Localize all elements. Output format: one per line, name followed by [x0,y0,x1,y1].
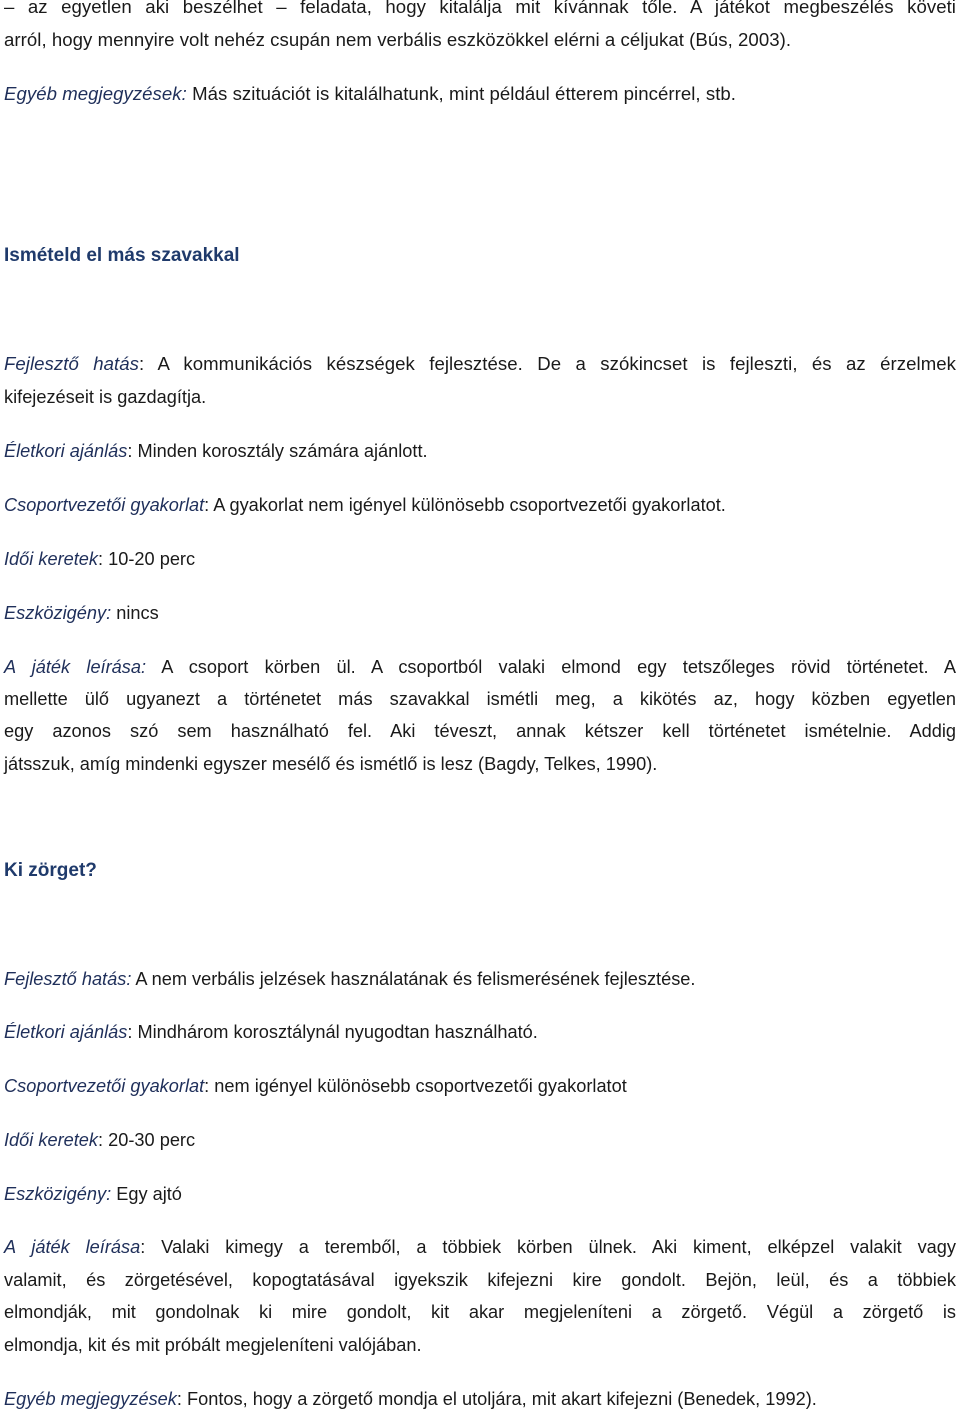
section-1-tools [4,597,956,629]
section-1-desc-text-3: egy azonos szó sem használható fel. Aki téveszt, annak kétszer kell történetet ismételnie. Addig [4,721,956,741]
section-2-desc-line-4 [4,1329,956,1361]
section-1-title: Ismételd el más szavakkal [4,245,240,266]
section-1-effect-text: : A kommunikációs készségek fejlesztése. De a szókincset is fejleszti, és az érzelmek [138,353,956,374]
top-note-text: Más szituációt is kitalálhatunk, mint például étterem pincérrel, stb. [186,83,737,104]
section-1-effect-line-1 [4,348,956,380]
section-2-age-text: : Mindhárom korosztálynál nyugodtan használható. [127,1022,538,1042]
section-2-age-label: Életkori ajánlás [4,1022,128,1042]
section-2-leader-label: Csoportvezetői gyakorlat [4,1076,205,1096]
section-2-time-text: : 20-30 perc [98,1130,196,1150]
section-2-time-label: Idői keretek [4,1130,99,1150]
section-2-effect [4,963,956,995]
section-1-time-text: : 10-20 perc [98,549,196,569]
section-1-desc-text-1: A csoport körben ül. A csoportból valaki elmond egy tetszőleges rövid történetet. A [146,657,956,677]
section-2-leader [4,1070,956,1102]
top-paragraph-line-2 [4,24,956,56]
section-1-age-text: : Minden korosztály számára ajánlott. [127,441,428,461]
section-1-effect-text-2: kifejezéseit is gazdagítja. [4,387,207,407]
section-2-time [4,1124,956,1156]
section-2-desc-text-1: : Valaki kimegy a teremből, a többiek körben ülnek. Aki kiment, elképzel valakit vagy [140,1237,956,1257]
top-note [4,78,956,110]
top-line-1-text: – az egyetlen aki beszélhet – feladata, hogy kitalálja mit kívánnak tőle. A játékot megbeszélés követi [4,0,956,17]
section-2-desc-label: A játék leírása [4,1237,141,1257]
section-2-note-label: Egyéb megjegyzések [4,1389,177,1409]
section-2-desc-line-3 [4,1296,956,1328]
section-1-desc-line-2 [4,683,956,715]
section-1-leader [4,489,956,521]
section-2-effect-label: Fejlesztő hatás: [4,969,132,989]
top-line-2-text: arról, hogy mennyire volt nehéz csupán nem verbális eszközökkel elérni a céljukat (Bús, 2003). [4,29,792,50]
section-2-tools-text: Egy ajtó [111,1184,182,1204]
section-1-time-label: Idői keretek [4,549,99,569]
section-1-desc-text-4: játsszuk, amíg mindenki egyszer mesélő és ismétlő is lesz (Bagdy, Telkes, 1990). [4,754,658,774]
section-1-leader-text: : A gyakorlat nem igényel különösebb csoportvezetői gyakorlatot. [204,495,726,515]
section-1-tools-label: Eszközigény: [4,603,112,623]
section-1-effect-line-2 [4,381,956,413]
section-2-desc-line-1 [4,1231,956,1263]
section-2-desc-text-4: elmondja, kit és mit próbált megjeleníteni valójában. [4,1335,422,1355]
section-2-tools-label: Eszközigény: [4,1184,112,1204]
section-1-desc-label: A játék leírása: [4,657,147,677]
section-1-desc-line-3 [4,715,956,747]
section-1-leader-label: Csoportvezetői gyakorlat [4,495,205,515]
section-2-desc-text-3: elmondják, mit gondolnak ki mire gondolt, kit akar megjeleníteni a zörgető. Végül a zörgető is [4,1302,956,1322]
section-1-age-label: Életkori ajánlás [4,441,128,461]
top-paragraph-line-1 [4,0,956,23]
section-1-desc-text-2: mellette ülő ugyanezt a történetet más szavakkal ismétli meg, a kikötés az, hogy közben egyetlen [4,689,956,709]
section-1-tools-text: nincs [111,603,159,623]
section-2-tools [4,1178,956,1210]
section-1-desc-line-1 [4,651,956,683]
section-2-desc-line-2 [4,1264,956,1296]
section-1-desc-line-4 [4,748,956,780]
section-1-age [4,435,956,467]
section-2-age [4,1016,956,1048]
section-2-desc-text-2: valamit, és zörgetésével, kopogtatásával igyekszik kifejezni kire gondolt. Bejön, leül, és a többiek [4,1270,956,1290]
section-1-time [4,543,956,575]
top-note-label: Egyéb megjegyzések: [4,83,187,104]
section-2-note [4,1383,956,1415]
section-1-effect-label: Fejlesztő hatás [4,353,139,374]
section-2-effect-text: A nem verbális jelzések használatának és felismerésének fejlesztése. [131,969,696,989]
section-2-note-text: : Fontos, hogy a zörgető mondja el utoljára, mit akart kifejezni (Benedek, 1992). [176,1389,817,1409]
section-2-title: Ki zörget? [4,860,97,881]
section-2-leader-text: : nem igényel különösebb csoportvezetői gyakorlatot [204,1076,627,1096]
